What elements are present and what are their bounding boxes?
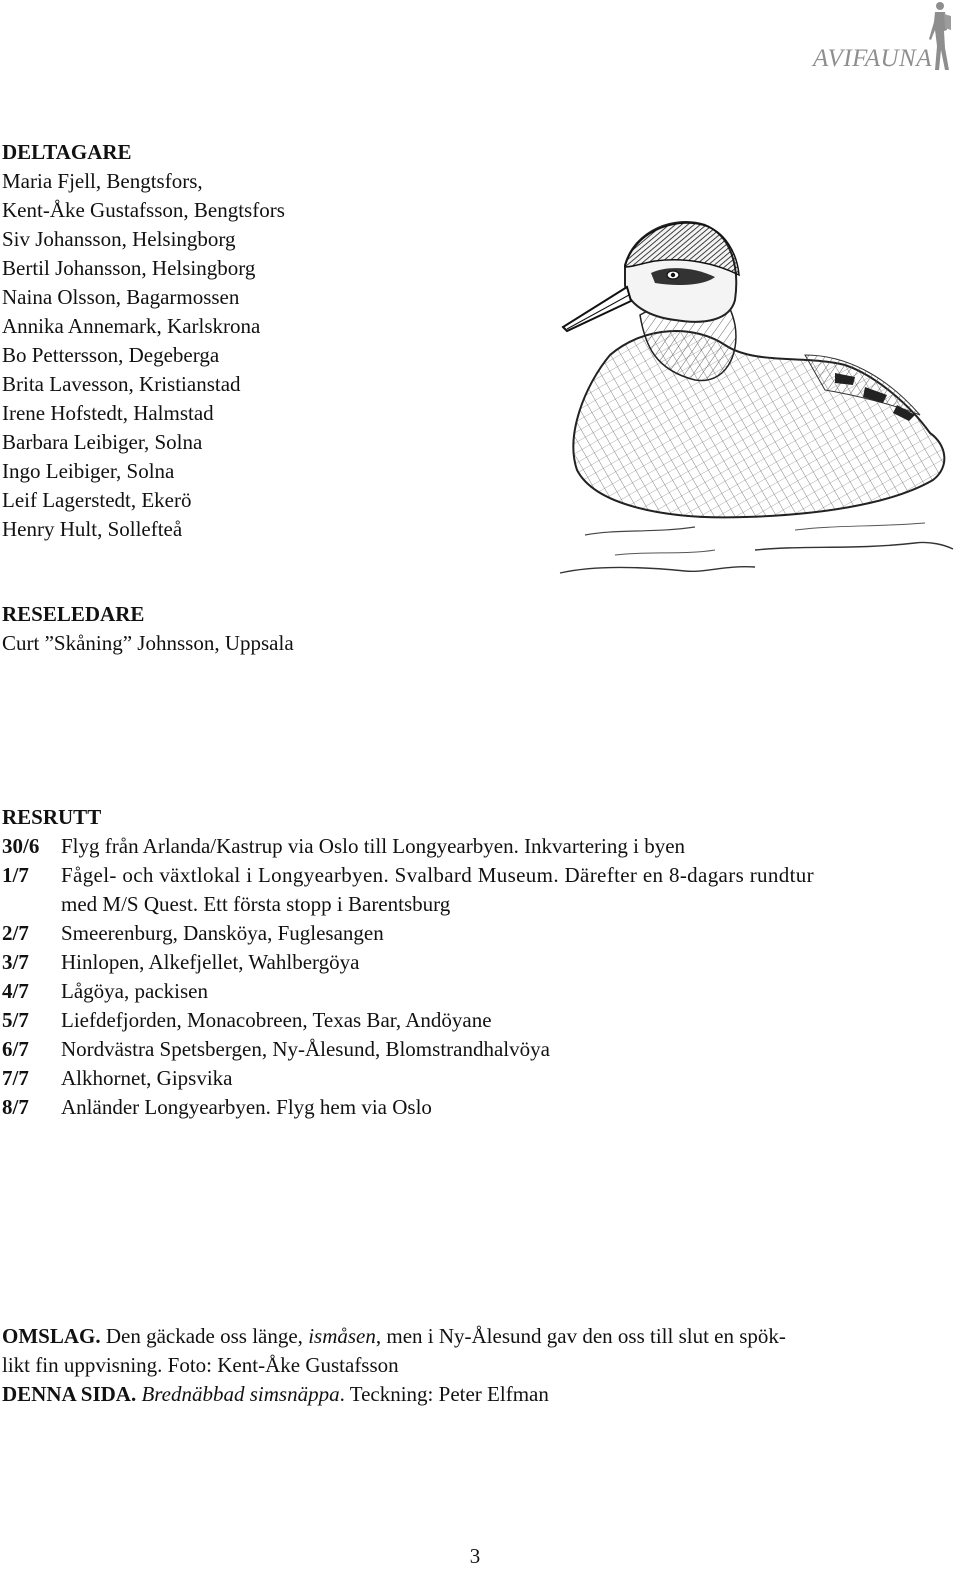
page-caption — [2, 1380, 950, 1409]
route-day — [2, 977, 958, 1006]
participants-section — [2, 138, 285, 544]
route-description: Smeerenburg, Dansköya, Fuglesangen — [61, 921, 384, 945]
participant-name: Annika Annemark, Karlskrona — [2, 314, 261, 338]
route-date: 8/7 — [2, 1095, 29, 1119]
route-section — [2, 803, 958, 1122]
route-description: Liefdefjorden, Monacobreen, Texas Bar, Andöyane — [61, 1008, 492, 1032]
participant-name: Siv Johansson, Helsingborg — [2, 227, 236, 251]
page-caption-species: Brednäbbad simsnäppa — [141, 1382, 340, 1406]
route-date: 3/7 — [2, 950, 29, 974]
route-day — [2, 919, 958, 948]
captions-section — [2, 1322, 950, 1409]
route-description: Flyg från Arlanda/Kastrup via Oslo till Longyearbyen. Inkvartering i byen — [61, 834, 686, 858]
cover-caption — [2, 1322, 950, 1351]
participant-name: Brita Lavesson, Kristianstad — [2, 372, 241, 396]
avifauna-logo — [760, 0, 960, 80]
route-day — [2, 1064, 958, 1093]
leader-section — [2, 600, 294, 658]
route-date: 7/7 — [2, 1066, 29, 1090]
route-date: 4/7 — [2, 979, 29, 1003]
page-caption-label: DENNA SIDA. — [2, 1382, 137, 1406]
cover-caption-label: OMSLAG. — [2, 1324, 101, 1348]
route-description: Hinlopen, Alkefjellet, Wahlbergöya — [61, 950, 360, 974]
logo-wordmark: AVIFAUNA — [813, 45, 932, 72]
route-description: Lågöya, packisen — [61, 979, 208, 1003]
participant-name: Leif Lagerstedt, Ekerö — [2, 488, 192, 512]
route-day — [2, 832, 958, 861]
participants-heading: DELTAGARE — [2, 140, 132, 164]
participant-name: Bertil Johansson, Helsingborg — [2, 256, 256, 280]
route-day — [2, 861, 958, 919]
route-day — [2, 1006, 958, 1035]
route-date: 30/6 — [2, 834, 40, 858]
participant-name: Kent-Åke Gustafsson, Bengtsfors — [2, 198, 285, 222]
route-date: 5/7 — [2, 1008, 29, 1032]
leader-heading: RESELEDARE — [2, 602, 145, 626]
participant-name: Henry Hult, Sollefteå — [2, 517, 183, 541]
route-day — [2, 1093, 958, 1122]
participant-name: Maria Fjell, Bengtsfors, — [2, 169, 203, 193]
cover-caption-continued: likt fin uppvisning. Foto: Kent-Åke Gustafsson — [2, 1353, 399, 1377]
route-description-continued: med M/S Quest. Ett första stopp i Barentsburg — [61, 892, 451, 916]
page-number: 3 — [469, 1544, 481, 1568]
route-description: Nordvästra Spetsbergen, Ny-Ålesund, Blomstrandhalvöya — [61, 1037, 550, 1061]
route-day — [2, 948, 958, 977]
route-date: 1/7 — [2, 863, 29, 887]
participant-name: Irene Hofstedt, Halmstad — [2, 401, 214, 425]
participant-name: Bo Pettersson, Degeberga — [2, 343, 220, 367]
page-caption-text: . Teckning: Peter Elfman — [339, 1382, 549, 1406]
phalarope-drawing — [555, 205, 955, 585]
route-description: Anländer Longyearbyen. Flyg hem via Oslo — [61, 1095, 432, 1119]
route-heading: RESRUTT — [2, 805, 102, 829]
participant-name: Ingo Leibiger, Solna — [2, 459, 175, 483]
route-description: Alkhornet, Gipsvika — [61, 1066, 233, 1090]
cover-caption-species: ismåsen — [308, 1324, 376, 1348]
route-date: 2/7 — [2, 921, 29, 945]
leader-name: Curt ”Skåning” Johnsson, Uppsala — [2, 631, 294, 655]
cover-caption-text: , men i Ny-Ålesund gav den oss till slut en spök- — [375, 1324, 786, 1348]
route-description: Fågel- och växtlokal i Longyearbyen. Svalbard Museum. Därefter en 8-dagars rundtur — [61, 863, 814, 887]
cover-caption-text: Den gäckade oss länge, — [100, 1324, 309, 1348]
route-day — [2, 1035, 958, 1064]
participant-name: Naina Olsson, Bagarmossen — [2, 285, 240, 309]
participant-name: Barbara Leibiger, Solna — [2, 430, 203, 454]
route-date: 6/7 — [2, 1037, 29, 1061]
